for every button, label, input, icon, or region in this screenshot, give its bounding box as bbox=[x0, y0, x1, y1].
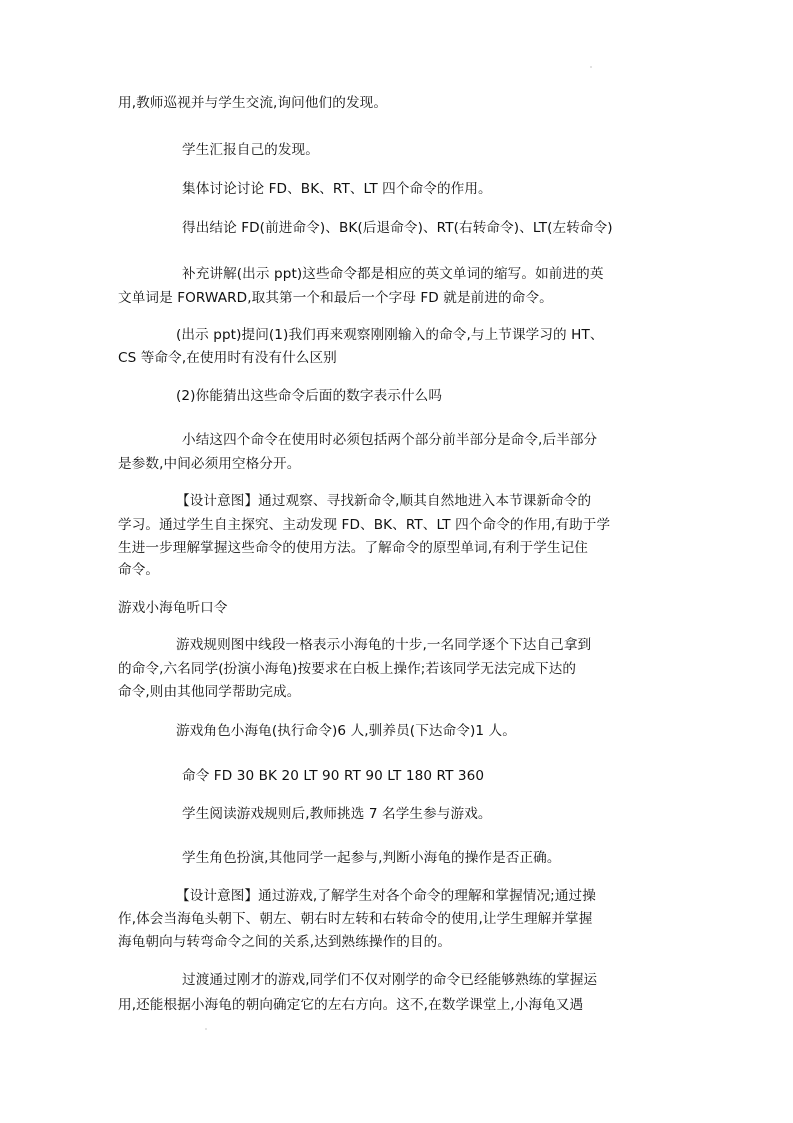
paragraph-8-line-1: 小结这四个命令在使用时必须包括两个部分前半部分是命令,后半部分 bbox=[182, 432, 598, 448]
paragraph-16-line-2: 作,体会当海龟头朝下、朝左、朝右时左转和右转命令的使用,让学生理解并掌握 bbox=[118, 911, 593, 927]
paragraph-15-line-1: 学生角色扮演,其他同学一起参与,判断小海龟的操作是否正确。 bbox=[182, 850, 561, 866]
paragraph-14-line-1: 学生阅读游戏规则后,教师挑选 7 名学生参与游戏。 bbox=[182, 806, 492, 822]
paragraph-9-line-3: 生进一步理解掌握这些命令的使用方法。了解命令的原型单词,有利于学生记住 bbox=[118, 540, 589, 556]
paragraph-3-line-1: 集体讨论讨论 FD、BK、RT、LT 四个命令的作用。 bbox=[182, 181, 492, 197]
paragraph-1-line-1: 用,教师巡视并与学生交流,询问他们的发现。 bbox=[118, 95, 388, 111]
scan-mark bbox=[205, 1028, 207, 1030]
paragraph-9-line-1: 【设计意图】通过观察、寻找新命令,顺其自然地进入本节课新命令的 bbox=[176, 493, 592, 509]
paragraph-8-line-2: 是参数,中间必须用空格分开。 bbox=[118, 456, 301, 472]
paragraph-9-line-4: 命令。 bbox=[118, 562, 160, 578]
paragraph-11-line-3: 命令,则由其他同学帮助完成。 bbox=[118, 684, 301, 700]
paragraph-11-line-1: 游戏规则图中线段一格表示小海龟的十步,一名同学逐个下达自己拿到 bbox=[176, 637, 592, 653]
paragraph-6-line-2: CS 等命令,在使用时有没有什么区别 bbox=[118, 350, 337, 366]
paragraph-17-line-1: 过渡通过刚才的游戏,同学们不仅对刚学的命令已经能够熟练的掌握运 bbox=[182, 972, 598, 988]
paragraph-12-line-1: 游戏角色小海龟(执行命令)6 人,驯养员(下达命令)1 人。 bbox=[176, 723, 516, 739]
paragraph-6-line-1: (出示 ppt)提问(1)我们再来观察刚刚输入的命令,与上节课学习的 HT、 bbox=[176, 327, 604, 343]
paragraph-11-line-2: 的命令,六名同学(扮演小海龟)按要求在白板上操作;若该同学无法完成下达的 bbox=[118, 661, 577, 677]
paragraph-9-line-2: 学习。通过学生自主探究、主动发现 FD、BK、RT、LT 四个命令的作用,有助于学 bbox=[118, 517, 611, 533]
paragraph-4-line-1: 得出结论 FD(前进命令)、BK(后退命令)、RT(右转命令)、LT(左转命令) bbox=[182, 220, 613, 236]
paragraph-2-line-1: 学生汇报自己的发现。 bbox=[182, 142, 319, 158]
paragraph-7-line-1: (2)你能猜出这些命令后面的数字表示什么吗 bbox=[176, 388, 443, 404]
section-heading: 游戏小海龟听口令 bbox=[118, 600, 228, 616]
paragraph-16-line-1: 【设计意图】通过游戏,了解学生对各个命令的理解和掌握情况;通过操 bbox=[176, 888, 596, 904]
paragraph-16-line-3: 海龟朝向与转弯命令之间的关系,达到熟练操作的目的。 bbox=[118, 934, 452, 950]
paragraph-17-line-2: 用,还能根据小海龟的朝向确定它的左右方向。这不,在数学课堂上,小海龟又遇 bbox=[118, 997, 584, 1013]
command-line: 命令 FD 30 BK 20 LT 90 RT 90 LT 180 RT 360 bbox=[182, 768, 485, 784]
paragraph-5-line-1: 补充讲解(出示 ppt)这些命令都是相应的英文单词的缩写。如前进的英 bbox=[182, 266, 604, 282]
scan-mark bbox=[590, 66, 592, 68]
paragraph-5-line-2: 文单词是 FORWARD,取其第一个和最后一个字母 FD 就是前进的命令。 bbox=[118, 290, 553, 306]
